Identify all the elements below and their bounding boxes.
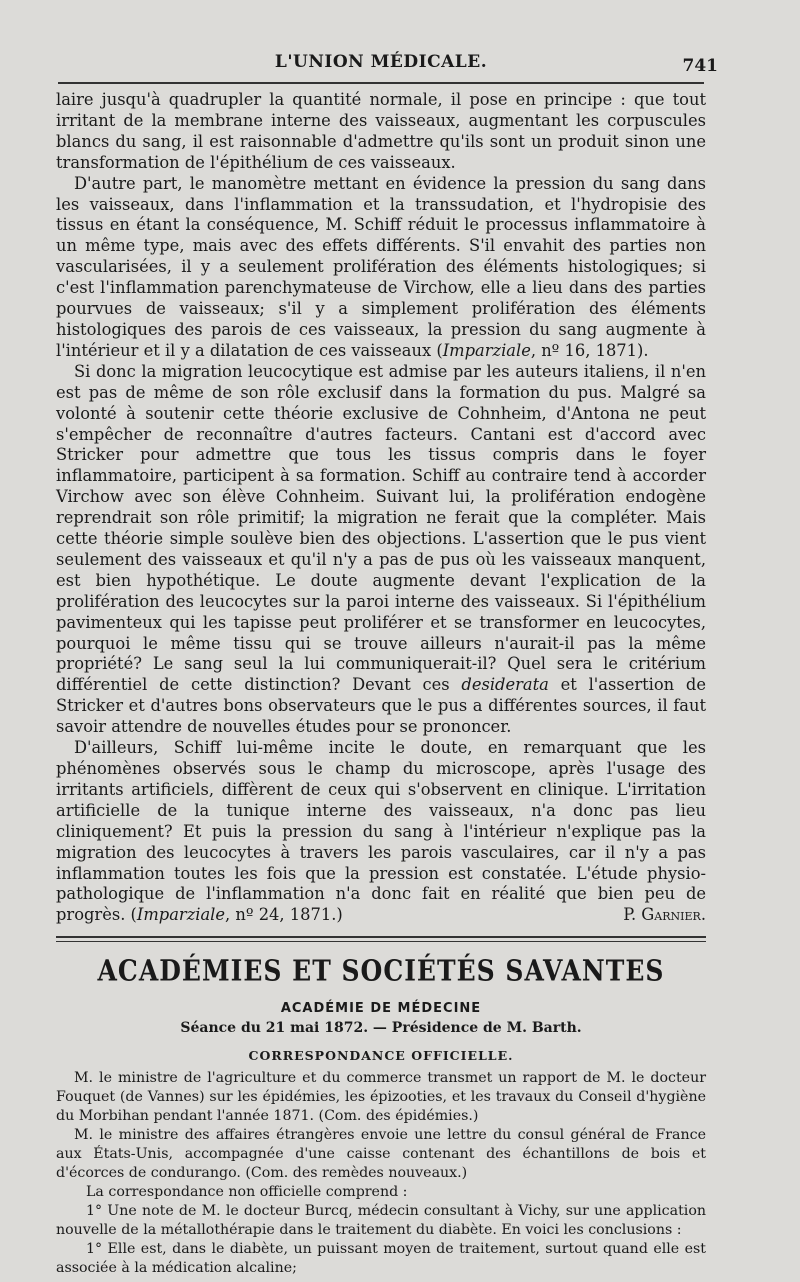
- article-end-rule-thin: [56, 941, 706, 942]
- article-body: [56, 90, 706, 926]
- latin-term: desiderata: [461, 675, 549, 695]
- header-rule: [58, 82, 704, 84]
- page-content: [56, 90, 706, 1278]
- paragraph-1-text: laire jusqu'à quadrupler la quantité normale, il pose en principe : que tout irritant de la membrane interne des vaisseaux, augmentant les corpuscules blancs du sang, il est raisonnable d'admettre qu'ils sont un produit sinon une transformation de l'épithélium de ces vaisseaux.: [56, 90, 706, 172]
- paragraph-4: [56, 738, 706, 926]
- citation-ref: , nº 24, 1871.): [225, 905, 343, 925]
- paragraph-1: [56, 90, 706, 174]
- paragraph-2: [56, 174, 706, 362]
- citation-ref: , nº 16, 1871).: [530, 340, 649, 360]
- paragraph-3-end: et l'assertion de Stricker et d'autres bons observateurs que le pus a différentes sources, il faut savoir attendre de nouvelles études pour se prononcer.: [56, 675, 706, 737]
- page-header: [58, 50, 718, 80]
- correspondence-item: 1° Elle est, dans le diabète, un puissant moyen de traitement, surtout quand elle est associée à la médication alcaline;: [56, 1241, 706, 1277]
- session-line: Séance du 21 mai 1872. — Présidence de M. Barth.: [180, 1020, 582, 1037]
- correspondence-item: 1° Une note de M. le docteur Burcq, médecin consultant à Vichy, sur une application nouvelle de la métallothérapie dans le traitement du diabète. En voici les conclusions :: [56, 1203, 706, 1239]
- correspondence-item: M. le ministre de l'agriculture et du commerce transmet un rapport de M. le docteur Fouquet (de Vannes) sur les épidémies, les épizooties, et les travaux du Conseil d'hygiène du Morbihan pendant l'année 1871. (Com. des épidémies.): [56, 1070, 706, 1125]
- paragraph-3: [56, 362, 706, 738]
- correspondence-item: La correspondance non officielle comprend :: [86, 1184, 408, 1201]
- running-title: L'UNION MÉDICALE.: [274, 52, 488, 72]
- article-end-rule: [56, 936, 706, 938]
- correspondence-item: M. le ministre des affaires étrangères envoie une lettre du consul général de France aux États-Unis, accompagnée d'une caisse contenant des échantillons de bois et d'écorces de condurango. (Com. des remèdes nouveaux.): [56, 1127, 706, 1182]
- paragraph-4-text: D'ailleurs, Schiff lui-même incite le doute, en remarquant que les phénomènes observés sous le champ du microscope, après l'usage des irritants artificiels, diffèrent de ceux qui s'observent en clinique. L'irritation artificielle de la tunique interne des vaisseaux, n'a donc pas lieu cliniquement? Et puis la pression du sang à l'intérieur n'explique pas la migration des leucocytes à travers les parois vasculaires, car il n'y a pas inflammation toutes les fois que la pression est constatée. L'étude physio-pathologique de l'inflammation n'a donc fait en réalité que bien peu de progrès. (: [56, 738, 706, 925]
- author-signature: P. Garnier.: [623, 905, 706, 925]
- correspondence-heading: CORRESPONDANCE OFFICIELLE.: [248, 1048, 514, 1064]
- section-title: ACADÉMIES ET SOCIÉTÉS SAVANTES: [97, 954, 665, 988]
- citation-source: Imparziale: [136, 905, 226, 925]
- page-number: 741: [682, 56, 718, 76]
- paragraph-2-text: D'autre part, le manomètre mettant en évidence la pression du sang dans les vaisseaux, dans l'inflammation et la transsudation, et l'hydropisie des tissus en étant la conséquence, M. Schiff réduit le processus inflammatoire à un même type, mais avec des effets différents. S'il envahit des parties non vascularisées, il y a seulement prolifération des éléments histologiques; si c'est l'inflammation parenchymateuse de Virchow, elle a lieu dans des parties pourvues de vaisseaux; s'il y a simplement prolifération des éléments histologiques des parois de ces vaisseaux, la pression du sang augmente à l'intérieur et il y a dilatation de ces vaisseaux (: [56, 173, 706, 360]
- academies-section: [56, 956, 706, 1278]
- academy-title: ACADÉMIE DE MÉDECINE: [280, 1001, 482, 1017]
- paragraph-3-text: Si donc la migration leucocytique est admise par les auteurs italiens, il n'en est pas de même de son rôle exclusif dans la formation du pus. Malgré sa volonté à soutenir cette théorie exclusive de Cohnheim, d'Antona ne peut s'empêcher de reconnaître d'autres facteurs. Cantani est d'accord avec Stricker pour admettre que tous les tissus compris dans le foyer inflammatoire, participent à sa formation. Schiff au contraire tend à accorder Virchow avec son élève Cohnheim. Suivant lui, la prolifération endogène reprendrait son rôle primitif; la migration ne ferait que la compléter. Mais cette théorie simple soulève bien des objections. L'assertion que le pus vient seulement des vaisseaux et qu'il n'y a pas de pus où les vaisseaux manquent, est bien hypothétique. Le doute augmente devant l'explication de la prolifération des leucocytes sur la paroi interne des vaisseaux. Si l'épithélium pavimenteux qui les tapisse peut proliférer et se transformer en leucocytes, pourquoi le même tissu qui se trouve ailleurs n'aurait-il pas la même propriété? Le sang seul la lui communiquerait-il? Quel sera le critérium différentiel de cette distinction? Devant ces: [56, 361, 706, 695]
- citation-source: Imparziale: [442, 340, 531, 360]
